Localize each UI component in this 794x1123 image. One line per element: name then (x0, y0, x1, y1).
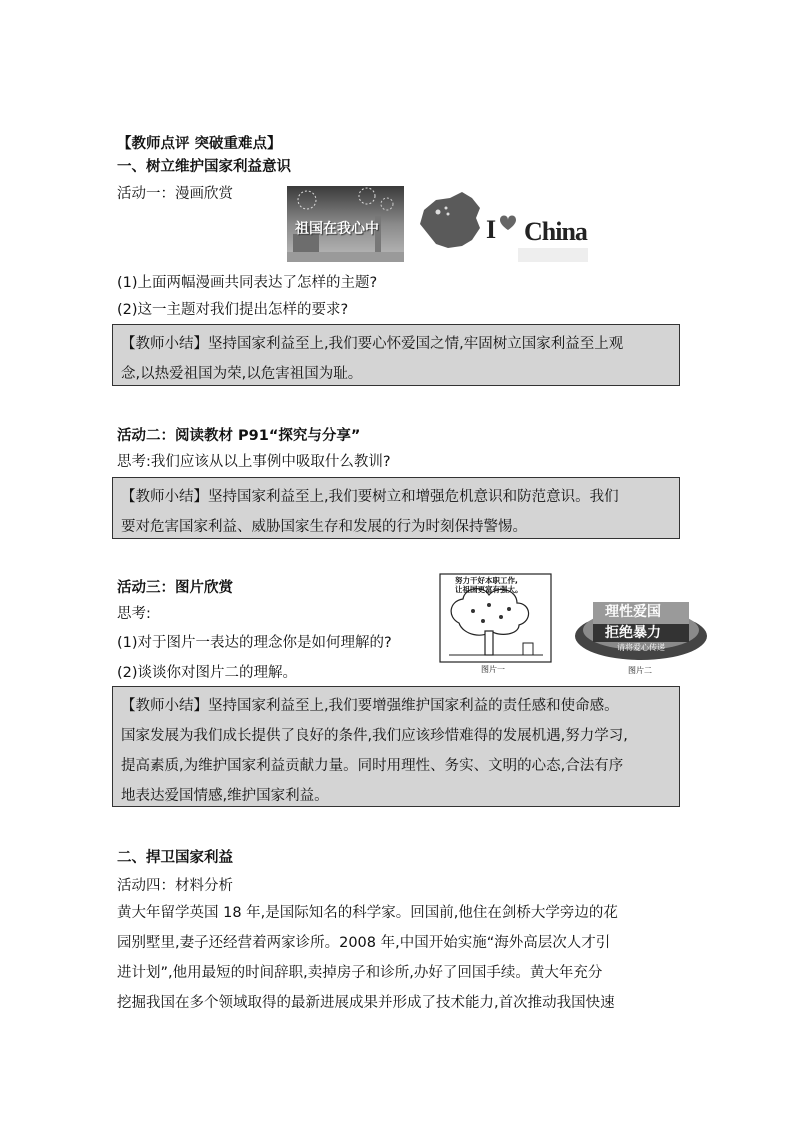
i-love-letter: I (486, 215, 497, 244)
section1-title: 一、树立维护国家利益意识 (117, 159, 291, 175)
picture-two-line-2: 拒绝暴力 (605, 625, 661, 641)
activity1-title: 活动一：漫画欣赏 (117, 186, 233, 202)
picture-two-line-3: 请将爱心传递 (617, 643, 665, 652)
activity2-title: 活动二：阅读教材 P91“探究与分享” (117, 428, 361, 444)
cartoon-motherland-text: 祖国在我心中 (295, 221, 379, 237)
picture-two-line-1: 理性爱国 (605, 604, 661, 620)
summary-line: 国家发展为我们成长提供了良好的条件,我们应该珍惜难得的发展机遇,努力学习, (121, 728, 628, 744)
teacher-summary-box-1 (112, 324, 680, 386)
cartoon-i-love-china-image (414, 188, 598, 268)
activity3-think: 思考: (117, 606, 151, 622)
summary-line: 【教师小结】坚持国家利益至上,我们要树立和增强危机意识和防范意识。我们 (121, 489, 619, 505)
teacher-summary-box-3 (112, 686, 680, 807)
summary-line: 念,以热爱祖国为荣,以危害祖国为耻。 (121, 366, 363, 382)
activity4-title: 活动四：材料分析 (117, 878, 233, 894)
activity4-paragraph (117, 898, 679, 1018)
picture-two-caption: 图片二 (628, 666, 652, 675)
china-word: China (524, 217, 587, 246)
summary-line: 【教师小结】坚持国家利益至上,我们要增强维护国家利益的责任感和使命感。 (121, 698, 619, 714)
activity1-question-2: (2)这一主题对我们提出怎样的要求? (117, 302, 349, 318)
section-header: 【教师点评 突破重难点】 (117, 136, 282, 152)
picture-one-caption: 图片一 (481, 665, 505, 674)
paragraph-line: 挖掘我国在多个领域取得的最新进展成果并形成了技术能力,首次推动我国快速 (117, 995, 615, 1011)
activity1-question-1: (1)上面两幅漫画共同表达了怎样的主题? (117, 275, 378, 291)
cartoon-motherland-image (287, 186, 404, 262)
paragraph-line: 黄大年留学英国 18 年,是国际知名的科学家。回国前,他住在剑桥大学旁边的花 (117, 905, 618, 921)
summary-line: 提高素质,为维护国家利益贡献力量。同时用理性、务实、文明的心态,合法有序 (121, 758, 624, 774)
summary-line: 地表达爱国情感,维护国家利益。 (121, 788, 329, 804)
picture-one-tree-image (439, 573, 552, 678)
summary-line: 要对危害国家利益、威胁国家生存和发展的行为时刻保持警惕。 (121, 519, 527, 535)
summary-line: 【教师小结】坚持国家利益至上,我们要心怀爱国之情,牢固树立国家利益至上观 (121, 336, 624, 352)
picture-one-slogan-1: 努力干好本职工作, (455, 576, 518, 585)
activity2-think: 思考:我们应该从以上事例中吸取什么教训? (117, 454, 391, 470)
picture-two-slogan-image (571, 596, 711, 680)
picture-one-slogan-2: 让祖国更富有强大。 (455, 585, 523, 594)
activity3-question-2: (2)谈谈你对图片二的理解。 (117, 665, 298, 681)
teacher-summary-box-2 (112, 477, 680, 539)
paragraph-line: 园别墅里,妻子还经营着两家诊所。2008 年,中国开始实施“海外高层次人才引 (117, 935, 611, 951)
paragraph-line: 进计划”,他用最短的时间辞职,卖掉房子和诊所,办好了回国手续。黄大年充分 (117, 965, 603, 981)
activity3-title: 活动三：图片欣赏 (117, 580, 233, 596)
activity3-question-1: (1)对于图片一表达的理念你是如何理解的? (117, 635, 392, 651)
section2-title: 二、捍卫国家利益 (117, 850, 233, 866)
